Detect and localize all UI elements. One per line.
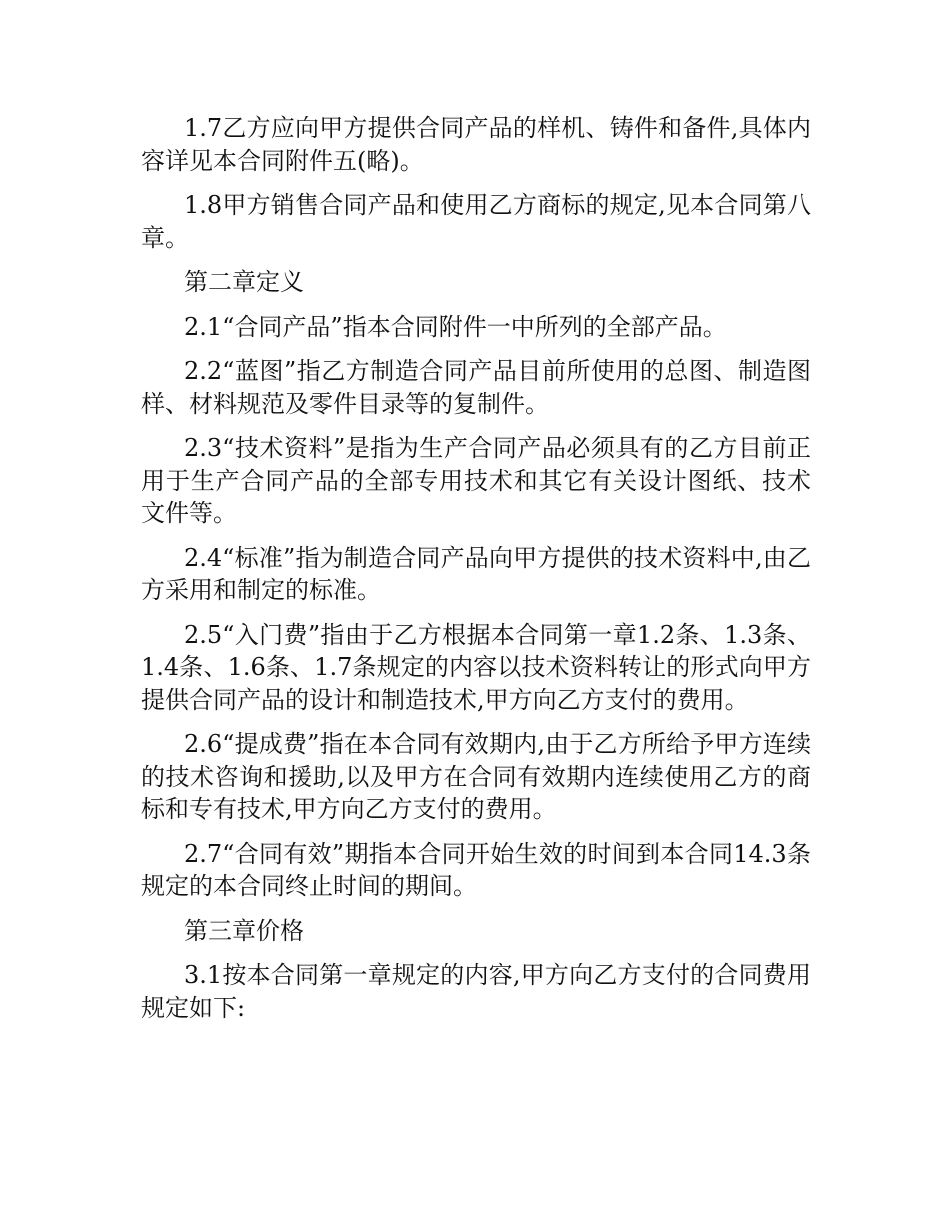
- clause-1-8: 1.8甲方销售合同产品和使用乙方商标的规定,见本合同第八章。: [141, 191, 811, 252]
- chapter-2-heading: 第二章定义: [184, 268, 304, 296]
- clause-2-4: 2.4“标准”指为制造合同产品向甲方提供的技术资料中,由乙方采用和制定的标准。: [141, 543, 811, 604]
- clause-2-1: 2.1“合同产品”指本合同附件一中所列的全部产品。: [184, 312, 727, 341]
- clause-3-1: 3.1按本合同第一章规定的内容,甲方向乙方支付的合同费用规定如下:: [141, 961, 811, 1022]
- clause-2-3: 2.3“技术资料”是指为生产合同产品必须具有的乙方目前正用于生产合同产品的全部专用技术和其它有关设计图纸、技术文件等。: [141, 434, 811, 527]
- clause-1-7: 1.7乙方应向甲方提供合同产品的样机、铸件和备件,具体内容详见本合同附件五(略)。: [141, 114, 811, 175]
- clause-2-6: 2.6“提成费”指在本合同有效期内,由于乙方所给予甲方连续的技术咨询和援助,以及甲方在合同有效期内连续使用乙方的商标和专有技术,甲方向乙方支付的费用。: [141, 730, 811, 823]
- document-page: [141, 112, 811, 1036]
- clause-2-7: 2.7“合同有效”期指本合同开始生效的时间到本合同14.3条规定的本合同终止时间的期间。: [141, 839, 811, 900]
- chapter-3-heading: 第三章价格: [184, 916, 304, 945]
- clause-2-5: 2.5“入门费”指由于乙方根据本合同第一章1.2条、1.3条、1.4条、1.6条、1.7条规定的内容以技术资料转让的形式向甲方提供合同产品的设计和制造技术,甲方向乙方支付的费用。: [141, 620, 811, 714]
- clause-2-2: 2.2“蓝图”指乙方制造合同产品目前所使用的总图、制造图样、材料规范及零件目录等的复制件。: [141, 357, 811, 418]
